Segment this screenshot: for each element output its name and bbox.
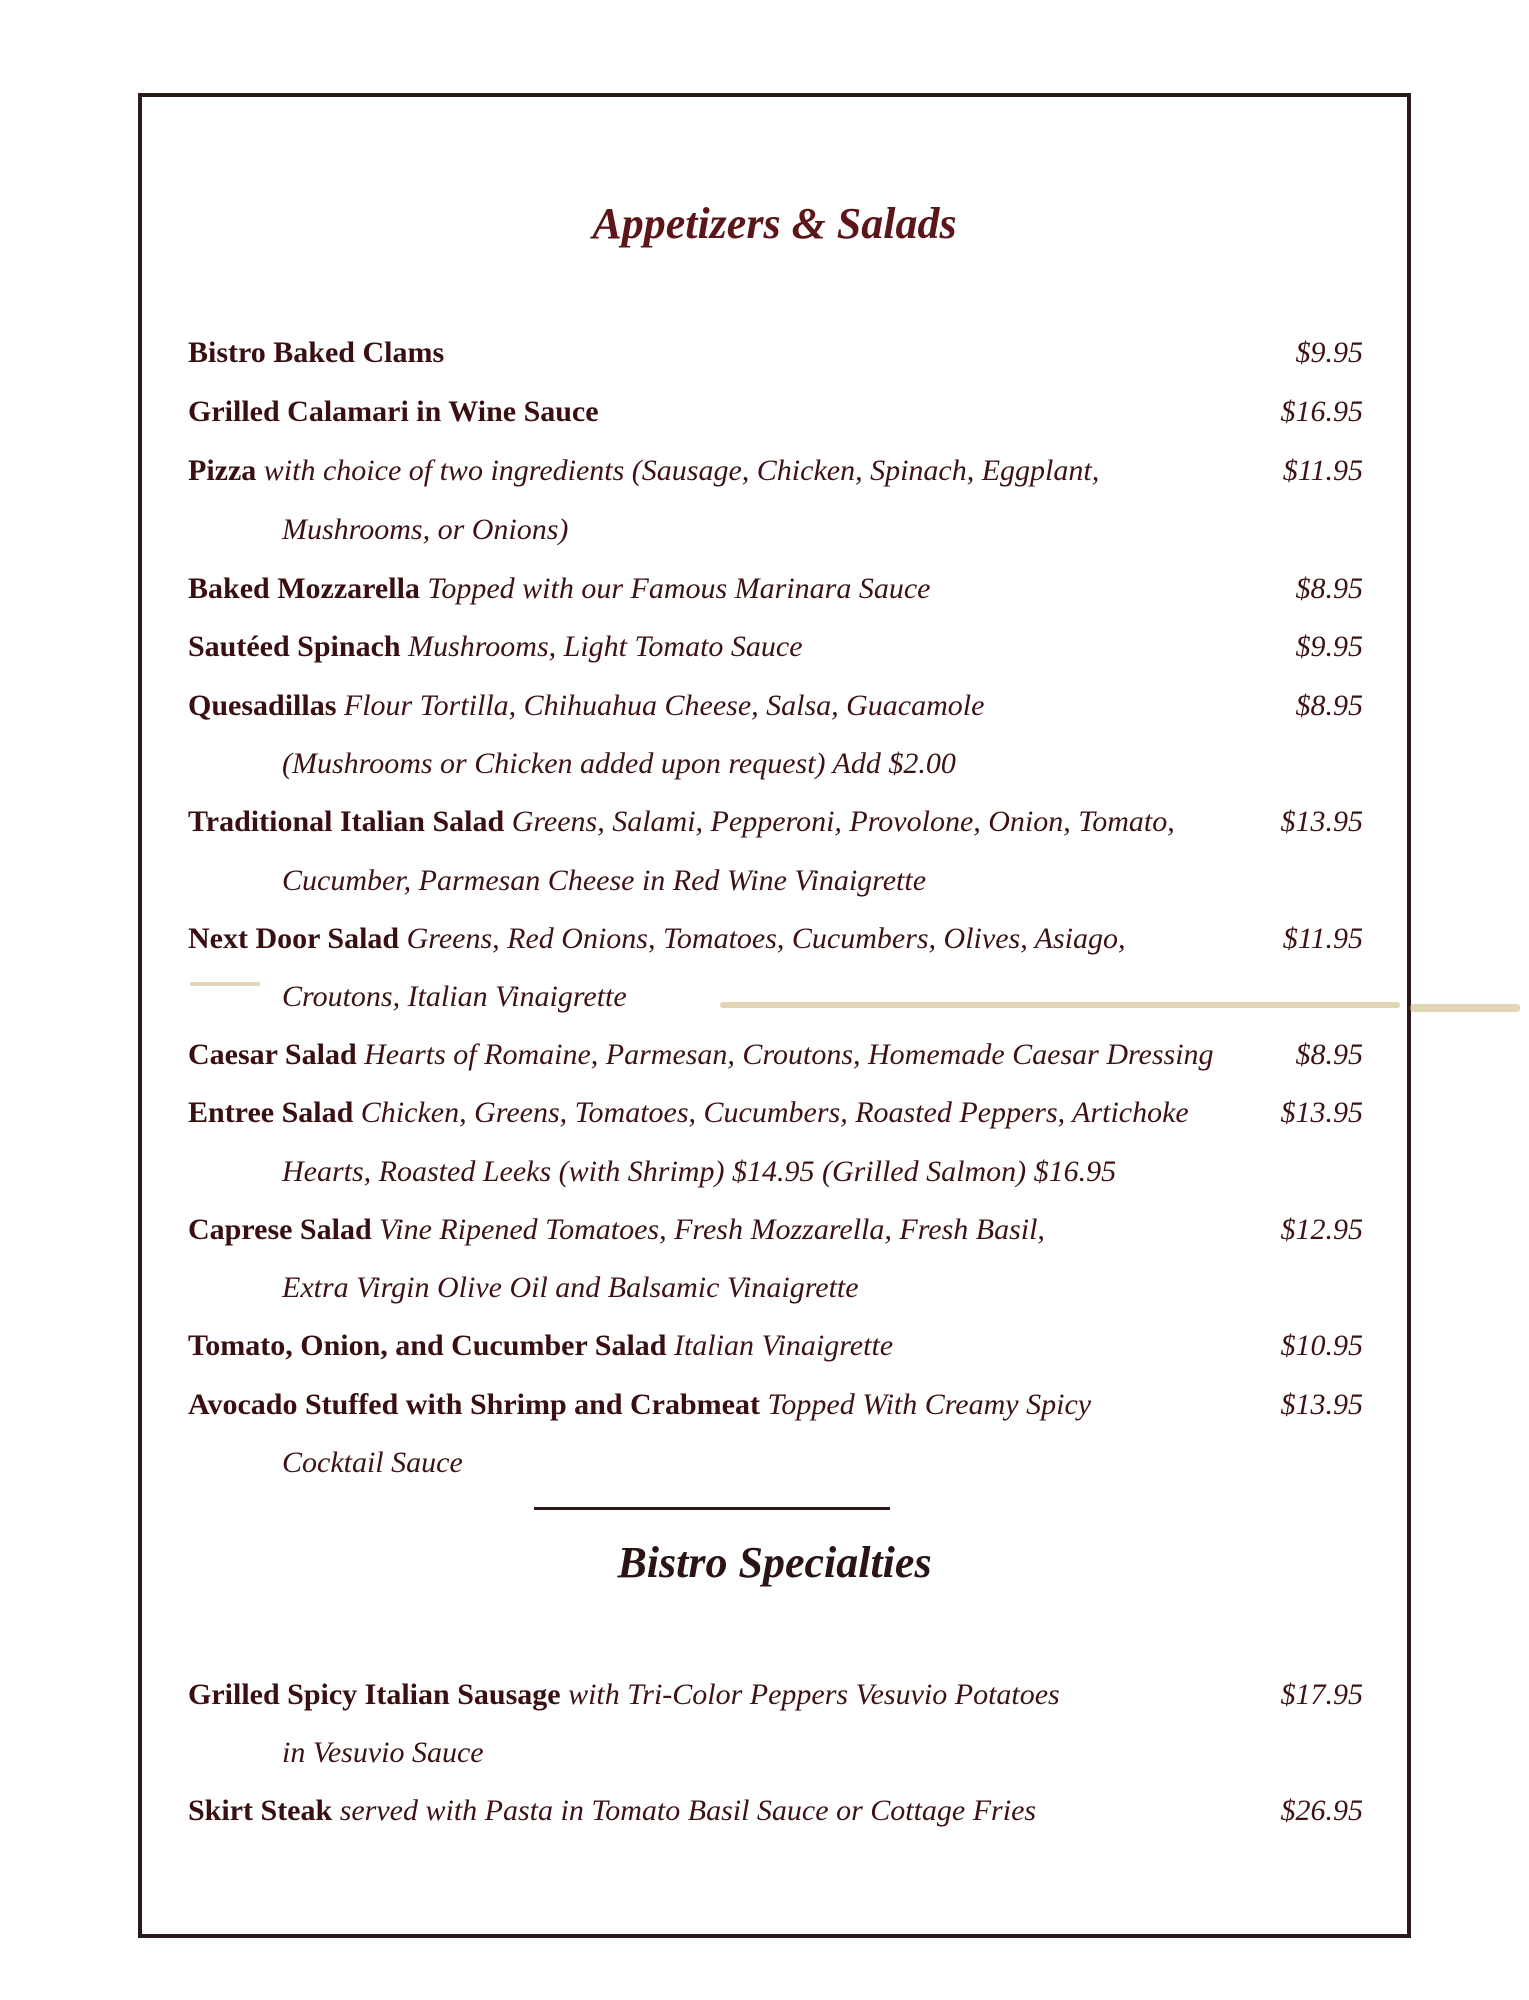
menu-item-continuation bbox=[282, 1146, 1282, 1198]
item-name: Pizza bbox=[188, 454, 257, 487]
item-description: Topped With Creamy Spicy bbox=[767, 1388, 1092, 1421]
item-price: $13.95 bbox=[1280, 805, 1363, 838]
menu-item bbox=[188, 1785, 1363, 1837]
item-price: $11.95 bbox=[1282, 454, 1363, 487]
item-description-continued: Mushrooms, or Onions) bbox=[282, 513, 569, 546]
item-name: Grilled Spicy Italian Sausage bbox=[188, 1678, 561, 1711]
paper-stain bbox=[720, 1002, 1400, 1008]
menu-item-continuation bbox=[282, 971, 1282, 1023]
menu-item bbox=[188, 563, 1363, 615]
item-description: with choice of two ingredients (Sausage, Chicken, Spinach, Eggplant, bbox=[263, 454, 1100, 487]
menu-item bbox=[188, 327, 1363, 379]
item-price: $8.95 bbox=[1295, 572, 1363, 605]
item-price: $13.95 bbox=[1280, 1388, 1363, 1421]
item-description-continued: Croutons, Italian Vinaigrette bbox=[282, 980, 627, 1013]
item-price: $10.95 bbox=[1280, 1329, 1363, 1362]
item-price: $11.95 bbox=[1282, 922, 1363, 955]
item-price: $13.95 bbox=[1280, 1096, 1363, 1129]
menu-item bbox=[188, 1087, 1363, 1139]
item-name: Grilled Calamari in Wine Sauce bbox=[188, 395, 599, 428]
menu-item bbox=[188, 445, 1363, 497]
item-name: Caesar Salad bbox=[188, 1038, 357, 1071]
item-price: $9.95 bbox=[1295, 336, 1363, 369]
item-description-continued: in Vesuvio Sauce bbox=[282, 1736, 484, 1769]
paper-stain bbox=[190, 982, 260, 986]
menu-item bbox=[188, 386, 1363, 438]
item-description: served with Pasta in Tomato Basil Sauce or Cottage Fries bbox=[339, 1794, 1037, 1827]
appetizers-heading: Appetizers & Salads bbox=[592, 199, 957, 248]
item-name: Next Door Salad bbox=[188, 922, 400, 955]
section-divider bbox=[534, 1507, 890, 1510]
item-description: Mushrooms, Light Tomato Sauce bbox=[408, 630, 803, 663]
item-name: Sautéed Spinach bbox=[188, 630, 401, 663]
menu-item-continuation bbox=[282, 738, 1282, 790]
menu-item-continuation bbox=[282, 1727, 1282, 1779]
item-description: Vine Ripened Tomatoes, Fresh Mozzarella, Fresh Basil, bbox=[379, 1213, 1045, 1246]
item-description: Hearts of Romaine, Parmesan, Croutons, Homemade Caesar Dressing bbox=[364, 1038, 1214, 1071]
item-description-continued: Extra Virgin Olive Oil and Balsamic Vinaigrette bbox=[282, 1271, 859, 1304]
item-price: $26.95 bbox=[1280, 1794, 1363, 1827]
item-description-continued: Cocktail Sauce bbox=[282, 1446, 463, 1479]
item-price: $17.95 bbox=[1280, 1678, 1363, 1711]
item-name: Traditional Italian Salad bbox=[188, 805, 505, 838]
item-description-continued: (Mushrooms or Chicken added upon request) Add $2.00 bbox=[282, 747, 956, 780]
menu-item bbox=[188, 680, 1363, 732]
item-name: Avocado Stuffed with Shrimp and Crabmeat bbox=[188, 1388, 760, 1421]
item-description-continued: Cucumber, Parmesan Cheese in Red Wine Vinaigrette bbox=[282, 864, 927, 897]
menu-item bbox=[188, 1029, 1363, 1081]
item-description: with Tri-Color Peppers Vesuvio Potatoes bbox=[568, 1678, 1060, 1711]
menu-item bbox=[188, 1320, 1363, 1372]
item-description: Greens, Red Onions, Tomatoes, Cucumbers, Olives, Asiago, bbox=[406, 922, 1126, 955]
item-name: Skirt Steak bbox=[188, 1794, 333, 1827]
menu-item bbox=[188, 1669, 1363, 1721]
menu-item bbox=[188, 1379, 1363, 1431]
item-name: Tomato, Onion, and Cucumber Salad bbox=[188, 1329, 667, 1362]
menu-item bbox=[188, 1204, 1363, 1256]
item-price: $16.95 bbox=[1280, 395, 1363, 428]
item-description: Chicken, Greens, Tomatoes, Cucumbers, Roasted Peppers, Artichoke bbox=[360, 1096, 1189, 1129]
item-name: Caprese Salad bbox=[188, 1213, 372, 1246]
menu-item-continuation bbox=[282, 1437, 1282, 1489]
menu-item bbox=[188, 621, 1363, 673]
item-description: Greens, Salami, Pepperoni, Provolone, Onion, Tomato, bbox=[511, 805, 1175, 838]
item-price: $12.95 bbox=[1280, 1213, 1363, 1246]
item-name: Quesadillas bbox=[188, 689, 337, 722]
item-description-continued: Hearts, Roasted Leeks (with Shrimp) $14.95 (Grilled Salmon) $16.95 bbox=[282, 1155, 1117, 1188]
item-price: $8.95 bbox=[1295, 689, 1363, 722]
menu-item-continuation bbox=[282, 1262, 1282, 1314]
specialties-heading: Bistro Specialties bbox=[617, 1538, 932, 1587]
item-name: Bistro Baked Clams bbox=[188, 336, 445, 369]
item-name: Entree Salad bbox=[188, 1096, 354, 1129]
item-description: Topped with our Famous Marinara Sauce bbox=[427, 572, 931, 605]
item-price: $9.95 bbox=[1295, 630, 1363, 663]
item-description: Flour Tortilla, Chihuahua Cheese, Salsa, Guacamole bbox=[343, 689, 985, 722]
item-price: $8.95 bbox=[1295, 1038, 1363, 1071]
menu-item bbox=[188, 913, 1363, 965]
item-name: Baked Mozzarella bbox=[188, 572, 420, 605]
menu-item-continuation bbox=[282, 504, 1282, 556]
paper-stain bbox=[1410, 1004, 1520, 1012]
menu-item-continuation bbox=[282, 855, 1282, 907]
item-description: Italian Vinaigrette bbox=[673, 1329, 894, 1362]
menu-item bbox=[188, 796, 1363, 848]
